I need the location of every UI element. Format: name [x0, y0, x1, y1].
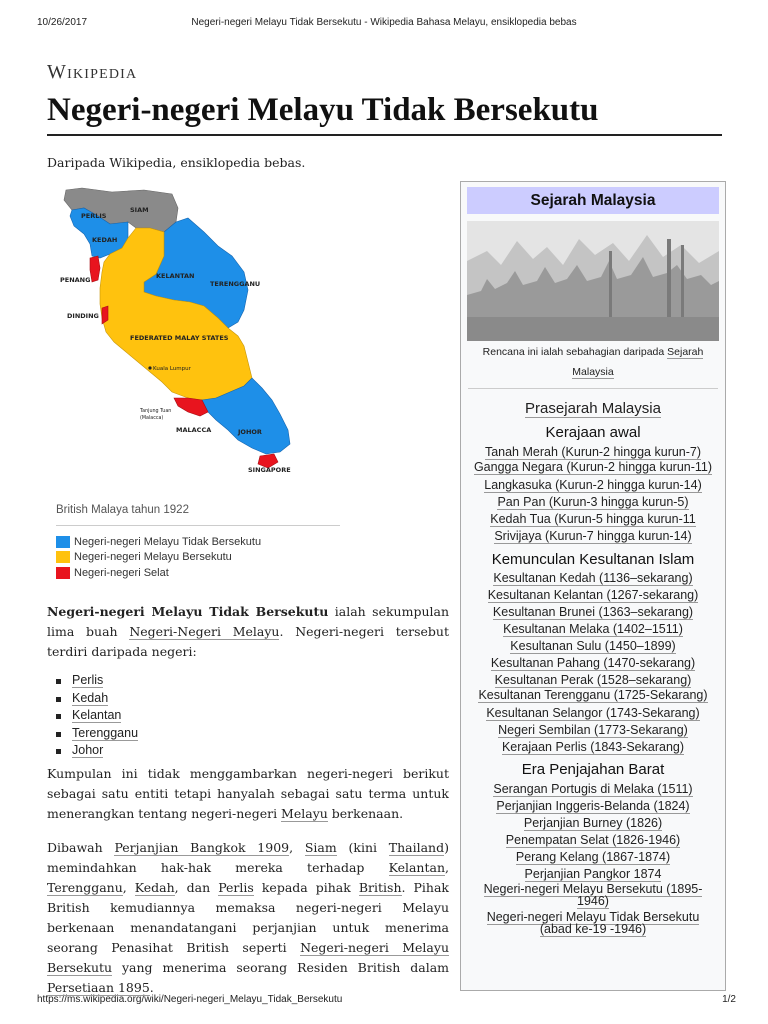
legend-label-federated: Negeri-negeri Melayu Bersekutu [74, 551, 232, 564]
tagline: Daripada Wikipedia, ensiklopedia bebas. [47, 155, 306, 170]
map-label-siam: SIAM [130, 206, 149, 214]
list-item[interactable] [461, 511, 725, 528]
list-item[interactable] [461, 477, 725, 494]
link-kesultanan-kelantan[interactable]: Kesultanan Kelantan (1267-sekarang) [487, 588, 699, 602]
link-perjanjian-inggeris-belanda[interactable]: Perjanjian Inggeris-Belanda (1824) [496, 799, 690, 813]
infobox-heading-kerajaan-awal: Kerajaan awal [545, 424, 641, 441]
link-kesultanan-melaka[interactable]: Kesultanan Melaka (1402–1511) [503, 622, 683, 636]
p3-text: , [289, 839, 305, 855]
link-negeri-sembilan[interactable]: Negeri Sembilan (1773-Sekarang) [498, 723, 688, 737]
list-item [47, 725, 449, 743]
infobox-image[interactable] [467, 221, 719, 341]
list-item [47, 707, 449, 725]
link-srivijaya[interactable]: Srivijaya (Kurun-7 hingga kurun-14) [494, 529, 692, 543]
link-terengganu-inline[interactable]: Terengganu [47, 879, 123, 895]
infobox-caption-text: Rencana ini ialah sebahagian daripada [482, 346, 668, 358]
list-item[interactable] [461, 739, 725, 756]
map-legend [56, 534, 261, 581]
list-item[interactable] [461, 461, 725, 477]
states-list [47, 672, 449, 760]
link-perjanjian-bangkok[interactable]: Perjanjian Bangkok 1909 [114, 839, 290, 855]
print-page-title: Negeri-negeri Melayu Tidak Bersekutu - Wikipedia Bahasa Melayu, ensiklopedia bebas [191, 17, 577, 28]
link-thailand[interactable]: Thailand [388, 839, 445, 855]
p3-text: , [122, 879, 135, 895]
link-kesultanan-selangor[interactable]: Kesultanan Selangor (1743-Sekarang) [486, 706, 700, 720]
infobox-section-kesultanan [461, 550, 725, 756]
p3-text: Dibawah [47, 839, 115, 855]
list-item[interactable] [461, 638, 725, 655]
map-label-perlis: PERLIS [81, 212, 107, 220]
link-negeri-melayu-bersekutu[interactable]: Negeri-negeri Melayu Bersekutu [47, 939, 449, 975]
link-kerajaan-perlis[interactable]: Kerajaan Perlis (1843-Sekarang) [501, 740, 685, 754]
p3-text: . [149, 979, 154, 995]
map-label-malacca: MALACCA [176, 426, 212, 434]
list-item[interactable] [461, 911, 725, 939]
british-malaya-map[interactable] [52, 186, 312, 486]
list-item[interactable] [461, 672, 725, 689]
legend-label-unfederated: Negeri-negeri Melayu Tidak Bersekutu [74, 535, 262, 548]
link-sejarah-malaysia[interactable]: Sejarah Malaysia [572, 346, 704, 378]
list-item[interactable] [461, 798, 725, 815]
infobox-sejarah-malaysia [460, 181, 726, 991]
p3-text: , [445, 859, 449, 875]
map-label-singapore: SINGAPORE [248, 466, 291, 474]
list-item[interactable] [461, 866, 725, 883]
map-label-tanjung-tuan: Tanjung Tuan [140, 409, 172, 414]
p3-text: yang menerima seorang Residen British dalam [112, 959, 449, 975]
link-kesultanan-perak[interactable]: Kesultanan Perak (1528–sekarang) [494, 673, 692, 687]
link-kesultanan-kedah[interactable]: Kesultanan Kedah (1136–sekarang) [493, 571, 693, 585]
link-kedah[interactable]: Kedah [72, 690, 109, 705]
paragraph-grouping [47, 764, 449, 824]
infobox-header: Sejarah Malaysia [467, 187, 719, 214]
p3-text: , dan [174, 879, 219, 895]
list-item [47, 742, 449, 760]
link-kesultanan-pahang[interactable]: Kesultanan Pahang (1470-sekarang) [490, 656, 696, 670]
p3-text: . Pihak British kemudiannya memaksa negeri-negeri Melayu berkenaan menandatangani perjanjian untuk menerima seorang Penasihat British seperti [47, 879, 449, 955]
list-item[interactable] [461, 689, 725, 705]
legend-label-straits: Negeri-negeri Selat [74, 566, 169, 579]
link-pan-pan[interactable]: Pan Pan (Kurun-3 hingga kurun-5) [497, 495, 689, 509]
print-url: https://ms.wikipedia.org/wiki/Negeri-negeri_Melayu_Tidak_Bersekutu [37, 994, 343, 1005]
list-item[interactable] [461, 570, 725, 587]
p2-text-a: Kumpulan ini tidak menggambarkan negeri-negeri berikut sebagai satu entiti tetapi hanyalah sebagai satu terma untuk menerangkan tentang negeri-negeri [47, 765, 449, 821]
infobox-caption [461, 342, 725, 382]
link-british[interactable]: British [358, 879, 402, 895]
list-item[interactable] [461, 528, 725, 545]
link-perlis-inline[interactable]: Perlis [218, 879, 254, 895]
print-page-number: 1/2 [722, 994, 736, 1005]
link-langkasuka[interactable]: Langkasuka (Kurun-2 hingga kurun-14) [484, 478, 702, 492]
link-nmb[interactable]: Negeri-negeri Melayu Bersekutu (1895-1946) [483, 882, 703, 908]
legend-swatch-federated [56, 551, 70, 563]
map-label-kedah: KEDAH [92, 236, 118, 244]
list-item[interactable] [461, 815, 725, 832]
link-kelantan-inline[interactable]: Kelantan [388, 859, 446, 875]
link-kesultanan-terengganu[interactable]: Kesultanan Terengganu (1725-Sekarang) [478, 688, 708, 702]
link-tanah-merah[interactable]: Tanah Merah (Kurun-2 hingga kurun-7) [484, 445, 702, 459]
link-terengganu[interactable]: Terengganu [72, 725, 139, 740]
infobox-heading-prasejarah[interactable] [461, 399, 725, 419]
infobox-heading-kesultanan: Kemunculan Kesultanan Islam [491, 551, 695, 568]
map-label-johor: JOHOR [238, 428, 262, 436]
link-prasejarah[interactable]: Prasejarah Malaysia [525, 400, 661, 417]
link-serangan-portugis[interactable]: Serangan Portugis di Melaka (1511) [493, 782, 693, 796]
link-persetiaan-1895[interactable]: Persetiaan 1895 [47, 979, 150, 995]
link-perjanjian-burney[interactable]: Perjanjian Burney (1826) [523, 816, 663, 830]
link-perlis[interactable]: Perlis [72, 673, 104, 687]
p3-text: ) memindahkan hak-hak mereka terhadap [47, 839, 449, 875]
map-label-kelantan: KELANTAN [156, 272, 195, 280]
list-item[interactable] [461, 604, 725, 621]
list-item[interactable] [461, 883, 725, 911]
legend-swatch-unfederated [56, 536, 70, 548]
link-melayu[interactable]: Melayu [281, 805, 328, 821]
map-label-dinding: DINDING [67, 312, 99, 320]
list-item[interactable] [461, 722, 725, 739]
link-gangga-negara[interactable]: Gangga Negara (Kurun-2 hingga kurun-11) [473, 460, 713, 474]
list-item [47, 690, 449, 708]
intro-text-b: . Negeri-negeri tersebut terdiri daripada negeri: [47, 624, 449, 659]
map-label-kl: Kuala Lumpur [153, 366, 191, 372]
infobox-heading-era-barat: Era Penjajahan Barat [521, 761, 665, 778]
link-kelantan[interactable]: Kelantan [72, 708, 122, 722]
page-title: Negeri-negeri Melayu Tidak Bersekutu [47, 92, 599, 128]
link-kesultanan-sulu[interactable]: Kesultanan Sulu (1450–1899) [510, 639, 676, 653]
intro-paragraph [47, 602, 449, 662]
article-body [47, 602, 449, 998]
legend-row-straits [56, 565, 261, 581]
map-label-tanjung-tuan-sub: (Malacca) [140, 416, 164, 421]
list-item[interactable] [461, 587, 725, 604]
legend-row-federated [56, 550, 261, 566]
link-kedah-inline[interactable]: Kedah [134, 879, 175, 895]
p2-text-b: berkenaan. [327, 805, 404, 821]
link-perjanjian-pangkor[interactable]: Perjanjian Pangkor 1874 [524, 867, 662, 881]
list-item[interactable] [461, 705, 725, 722]
link-kedah-tua[interactable]: Kedah Tua (Kurun-5 hingga kurun-11 [490, 512, 696, 526]
p3-text: kepada pihak [253, 879, 359, 895]
map-label-terengganu: TERENGGANU [210, 280, 261, 288]
link-perang-kelang[interactable]: Perang Kelang (1867-1874) [515, 850, 671, 864]
map-label-fms: FEDERATED MALAY STATES [130, 334, 229, 342]
list-item [47, 672, 449, 690]
infobox-section-era-barat [461, 759, 725, 939]
list-item[interactable] [461, 494, 725, 511]
wikipedia-wordmark[interactable]: Wikipedia [47, 61, 138, 83]
map-caption: British Malaya tahun 1922 [56, 504, 189, 516]
link-johor[interactable]: Johor [72, 743, 104, 757]
caption-divider [56, 525, 340, 526]
map-kl-marker [148, 366, 151, 369]
p3-text: (kini [336, 839, 389, 855]
intro-text-a: ialah sekumpulan lima buah [47, 604, 449, 639]
list-item[interactable] [461, 621, 725, 638]
legend-row-unfederated [56, 534, 261, 550]
link-penempatan-selat[interactable]: Penempatan Selat (1826-1946) [505, 833, 681, 847]
legend-swatch-straits [56, 567, 70, 579]
title-divider [47, 134, 722, 136]
print-date: 10/26/2017 [37, 17, 88, 28]
infobox-section-kerajaan-awal [461, 422, 725, 545]
map-penang-region [90, 256, 100, 282]
list-item[interactable] [461, 781, 725, 798]
link-kesultanan-brunei[interactable]: Kesultanan Brunei (1363–sekarang) [492, 605, 694, 619]
map-label-penang: PENANG [60, 276, 91, 284]
list-item[interactable] [461, 444, 725, 461]
paragraph-history [47, 838, 449, 998]
infobox-section-prasejarah [461, 399, 725, 419]
link-nmtb[interactable]: Negeri-negeri Melayu Tidak Bersekutu (abad ke-19 -1946) [486, 910, 700, 936]
list-item[interactable] [461, 849, 725, 866]
intro-bold-term: Negeri-negeri Melayu Tidak Bersekutu [47, 604, 329, 619]
link-negeri-negeri-melayu[interactable]: Negeri-Negeri Melayu [129, 624, 280, 639]
infobox-divider [468, 388, 718, 389]
link-siam[interactable]: Siam [304, 839, 337, 855]
list-item[interactable] [461, 832, 725, 849]
list-item[interactable] [461, 655, 725, 672]
